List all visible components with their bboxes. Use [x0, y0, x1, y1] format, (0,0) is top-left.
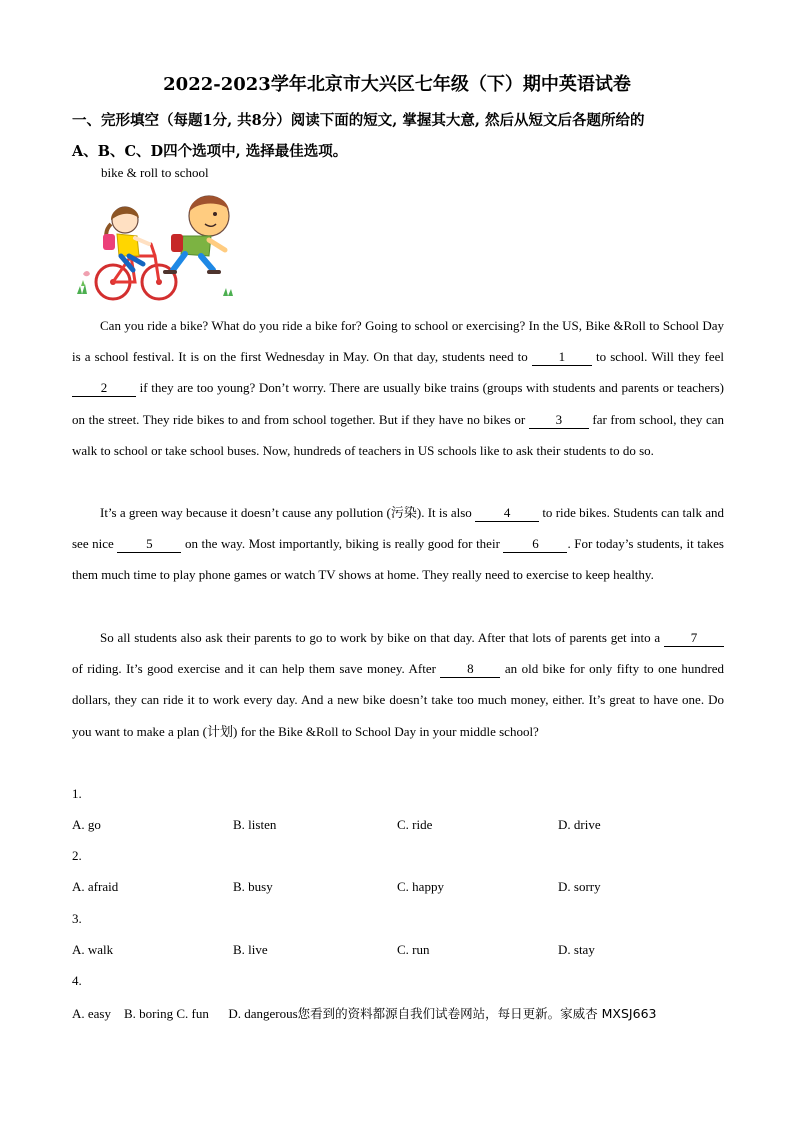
- option-d: D. sorry: [558, 879, 601, 894]
- option-a: A. walk: [72, 942, 114, 957]
- blank-6: 6: [503, 536, 567, 553]
- option-b: B. listen: [233, 817, 277, 832]
- blank-4: 4: [475, 505, 539, 522]
- exam-title: 2022-2023学年北京市大兴区七年级（下）期中英语试卷: [163, 74, 631, 95]
- option-d: D. stay: [558, 942, 595, 957]
- option-c: C. ride: [397, 817, 433, 832]
- site-notice: 您看到的资料都源自我们试卷网站，每日更新。家威杏 MXSJ663: [297, 1006, 657, 1021]
- passage-paragraph-2: It’s a green way because it doesn’t cause any pollution (污染). It is also 4 to ride bikes. Students can talk and see nice 5 on the way. Most importantly, biking is really good for their 6 . For today’s students, it takes them much time to play phone games or watch TV shows at home. They really need to exercise to keep healthy.: [72, 505, 724, 583]
- option-b: B. busy: [233, 879, 273, 894]
- passage-paragraph-3: So all students also ask their parents to go to work by bike on that day. After that lots of parents get into a 7 of riding. It’s good exercise and it can help them save money. After 8 an old bike for only fifty to one hundred dollars, they can ride it to work every day. And a new bike doesn’t take too much money, either. It’s great to have one. Do you want to make a plan (计划) for the Bike &Roll to School Day in your middle school?: [72, 630, 724, 739]
- option-a: A. go: [72, 817, 101, 832]
- question-2-options: [72, 879, 732, 897]
- question-2-number: 2.: [72, 848, 82, 863]
- blank-8: 8: [440, 661, 500, 678]
- option-a: A. afraid: [72, 879, 119, 894]
- question-3-options: [72, 942, 732, 960]
- option-b: B. live: [233, 942, 268, 957]
- passage-subtitle: bike & roll to school: [101, 165, 209, 180]
- bike-illustration: [73, 190, 241, 308]
- section-heading-line2: A、B、C、D四个选项中, 选择最佳选项。: [72, 143, 348, 160]
- question-3-number: 3.: [72, 911, 82, 926]
- option-c: C. happy: [397, 879, 444, 894]
- question-4-number: 4.: [72, 973, 82, 988]
- option-c: C. run: [397, 942, 430, 957]
- blank-1: 1: [532, 349, 592, 366]
- question-4-option-line: A. easy B. boring C. fun D. dangerous: [72, 1006, 298, 1021]
- passage-paragraph-1: Can you ride a bike? What do you ride a bike for? Going to school or exercising? In the US, Bike &Roll to School Day is a school festival. It is on the first Wednesday in May. On that day, students need to 1 to school. Will they feel 2 if they are too young? Don’t worry. There are usually bike trains (groups with students and parents or teachers) on the street. They ride bikes to and from school together. But if they have no bikes or 3 far from school, they can walk to school or take school buses. Now, hundreds of teachers in US schools like to ask their students to do so.: [72, 318, 725, 458]
- question-1-options: [72, 817, 732, 835]
- question-1-number: 1.: [72, 786, 82, 801]
- blank-7: 7: [664, 630, 724, 647]
- blank-2: 2: [72, 380, 136, 397]
- option-d: D. drive: [558, 817, 601, 832]
- blank-3: 3: [529, 412, 589, 429]
- question-4-options: [72, 1004, 656, 1022]
- blank-5: 5: [117, 536, 181, 553]
- section-heading-line1: 一、完形填空（每题1分, 共8分）阅读下面的短文, 掌握其大意, 然后从短文后各题所给的: [72, 112, 645, 129]
